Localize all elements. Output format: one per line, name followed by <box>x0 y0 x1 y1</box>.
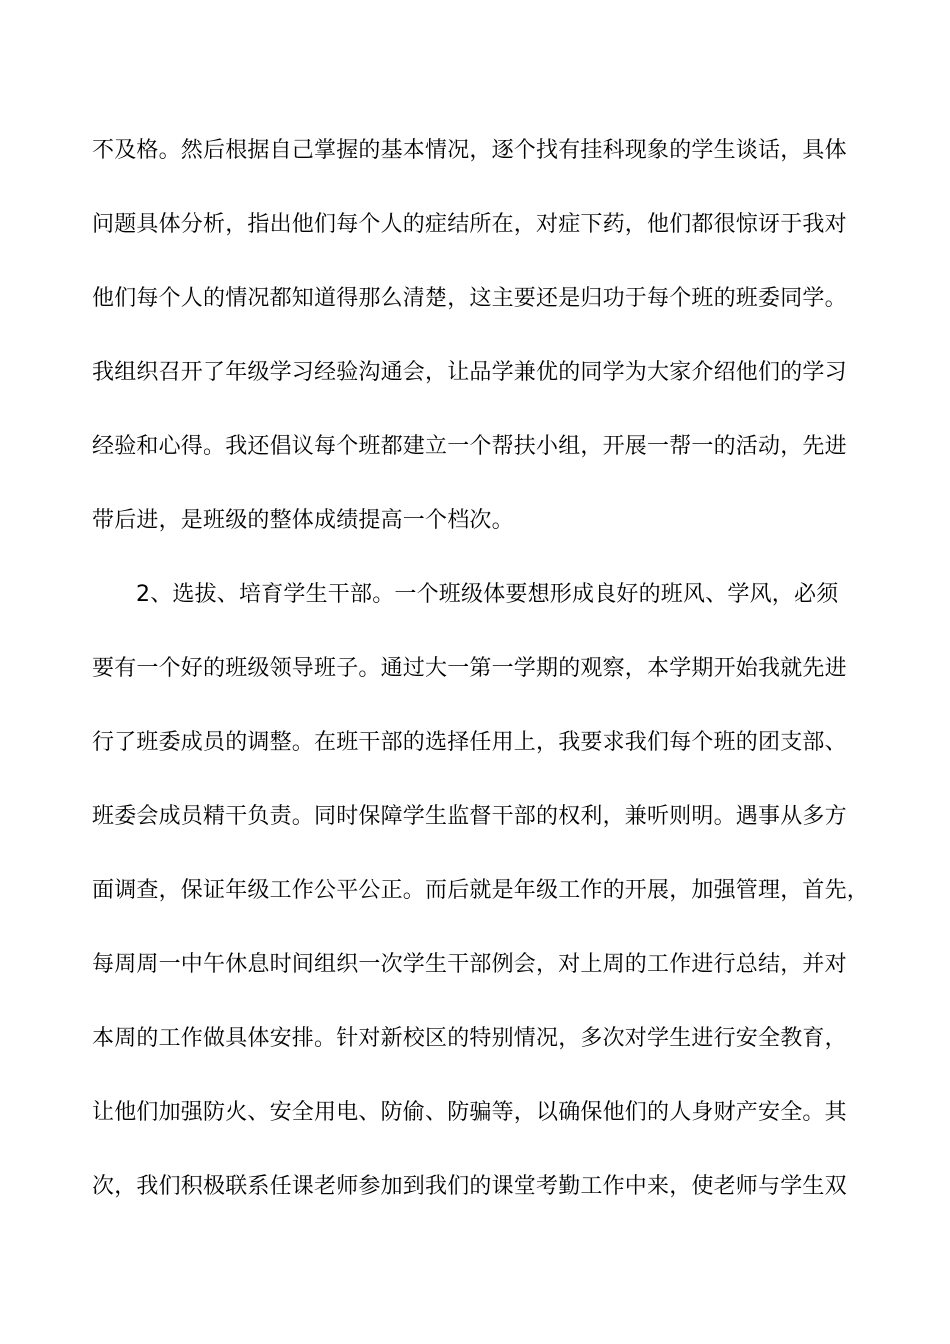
text-line: 次，我们积极联系任课老师参加到我们的课堂考勤工作中来，使老师与学生双 <box>92 1174 847 1199</box>
text-line: 行了班委成员的调整。在班干部的选择任用上，我要求我们每个班的团支部、 <box>92 730 847 755</box>
text-line: 本周的工作做具体安排。针对新校区的特别情况，多次对学生进行安全教育， <box>92 1026 847 1051</box>
text-line: 面调查，保证年级工作公平公正。而后就是年级工作的开展，加强管理，首先， <box>92 878 870 903</box>
text-line: 我组织召开了年级学习经验沟通会，让品学兼优的同学为大家介绍他们的学习 <box>92 360 847 385</box>
text-line: 带后进，是班级的整体成绩提高一个档次。 <box>92 508 514 533</box>
text-line: 不及格。然后根据自己掌握的基本情况，逐个找有挂科现象的学生谈话，具体 <box>92 138 847 163</box>
text-line: 他们每个人的情况都知道得那么清楚，这主要还是归功于每个班的班委同学。 <box>92 286 847 311</box>
text-line: 经验和心得。我还倡议每个班都建立一个帮扶小组，开展一帮一的活动，先进 <box>92 434 847 459</box>
text-line-paragraph-start: 2、选拔、培育学生干部。一个班级体要想形成良好的班风、学风，必须 <box>136 582 839 607</box>
text-line: 班委会成员精干负责。同时保障学生监督干部的权利，兼听则明。遇事从多方 <box>92 804 847 829</box>
text-line: 让他们加强防火、安全用电、防偷、防骗等，以确保他们的人身财产安全。其 <box>92 1100 847 1125</box>
text-line: 问题具体分析，指出他们每个人的症结所在，对症下药，他们都很惊讶于我对 <box>92 212 847 237</box>
text-line: 每周周一中午休息时间组织一次学生干部例会，对上周的工作进行总结，并对 <box>92 952 847 977</box>
text-line: 要有一个好的班级领导班子。通过大一第一学期的观察，本学期开始我就先进 <box>92 656 847 681</box>
